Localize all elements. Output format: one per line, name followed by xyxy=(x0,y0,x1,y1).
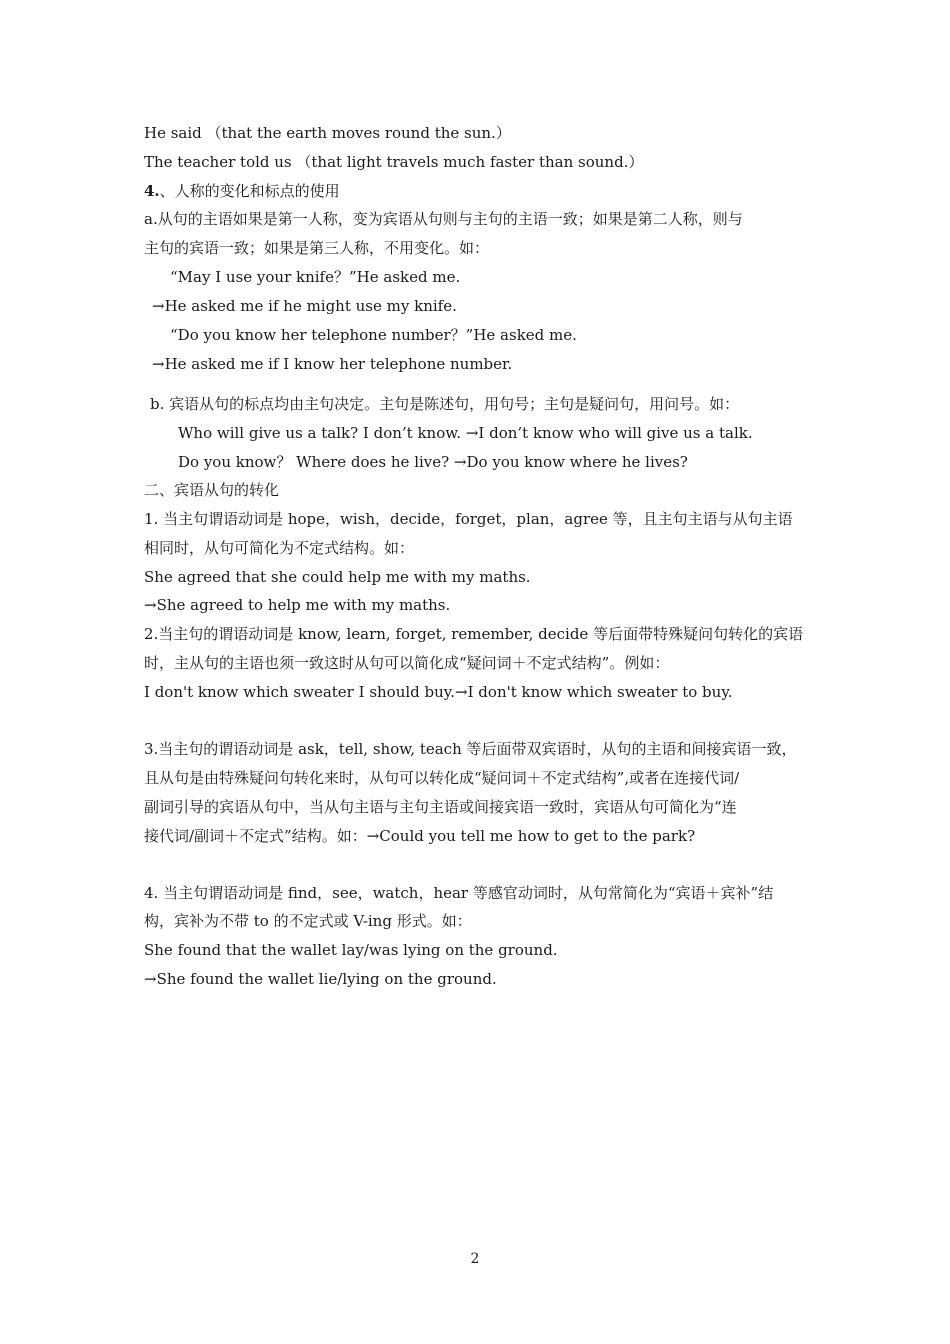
example-line: →She found the wallet lie/lying on the ground. xyxy=(144,970,497,988)
heading-number: 4. xyxy=(144,182,160,200)
text-line: 4. 当主句谓语动词是 find，see，watch，hear 等感官动词时，从句常简化为“宾语＋宾补”结 xyxy=(144,884,774,902)
text-line: 时，主从句的主语也须一致这时从句可以简化成“疑问词＋不定式结构”。例如： xyxy=(144,654,670,672)
text-line: 相同时，从句可简化为不定式结构。如： xyxy=(144,539,415,557)
text-line: The teacher told us （that light travels much faster than sound.） xyxy=(144,153,644,171)
text-line: 副词引导的宾语从句中，当从句主语与主句主语或间接宾语一致时，宾语从句可简化为“连 xyxy=(144,798,737,816)
text-line: 3.当主句的谓语动词是 ask，tell, show, teach 等后面带双宾语时，从句的主语和间接宾语一致， xyxy=(144,740,797,758)
text-line: He said （that the earth moves round the sun.） xyxy=(144,124,511,142)
text-line: 接代词/副词＋不定式”结构。如：→Could you tell me how to get to the park? xyxy=(144,827,696,845)
text-line: 1. 当主句谓语动词是 hope，wish，decide，forget，plan，agree 等，且主句主语与从句主语 xyxy=(144,510,793,528)
example-line: →He asked me if he might use my knife. xyxy=(152,297,457,315)
text-line: 构，宾补为不带 to 的不定式或 V-ing 形式。如： xyxy=(144,912,472,930)
section-heading: 二、宾语从句的转化 xyxy=(144,481,280,499)
heading-text: 、人称的变化和标点的使用 xyxy=(159,182,340,200)
text-line: 2.当主句的谓语动词是 know, learn, forget, remember, decide 等后面带特殊疑问句转化的宾语 xyxy=(144,625,804,643)
example-line: Who will give us a talk? I don’t know. →I don’t know who will give us a talk. xyxy=(178,424,753,442)
example-line: She agreed that she could help me with my maths. xyxy=(144,568,531,586)
example-line: →He asked me if I know her telephone number. xyxy=(152,355,513,373)
example-line: I don't know which sweater I should buy.→I don't know which sweater to buy. xyxy=(144,683,733,701)
example-line: She found that the wallet lay/was lying on the ground. xyxy=(144,941,558,959)
example-line: “May I use your knife？”He asked me. xyxy=(170,268,461,286)
text-line: 且从句是由特殊疑问句转化来时，从句可以转化成“疑问词＋不定式结构”,或者在连接代词/ xyxy=(144,769,740,787)
text-line: b. 宾语从句的标点均由主句决定。主句是陈述句，用句号；主句是疑问句，用问号。如： xyxy=(150,395,740,413)
page-number: 2 xyxy=(470,1251,480,1267)
text-line: 主句的宾语一致；如果是第三人称，不用变化。如： xyxy=(144,239,490,257)
example-line: →She agreed to help me with my maths. xyxy=(144,596,451,614)
text-line: a.从句的主语如果是第一人称，变为宾语从句则与主句的主语一致；如果是第二人称，则与 xyxy=(144,210,743,228)
example-line: Do you know？ Where does he live? →Do you know where he lives? xyxy=(178,453,688,471)
example-line: “Do you know her telephone number？”He asked me. xyxy=(170,326,577,344)
section-heading xyxy=(144,181,340,201)
